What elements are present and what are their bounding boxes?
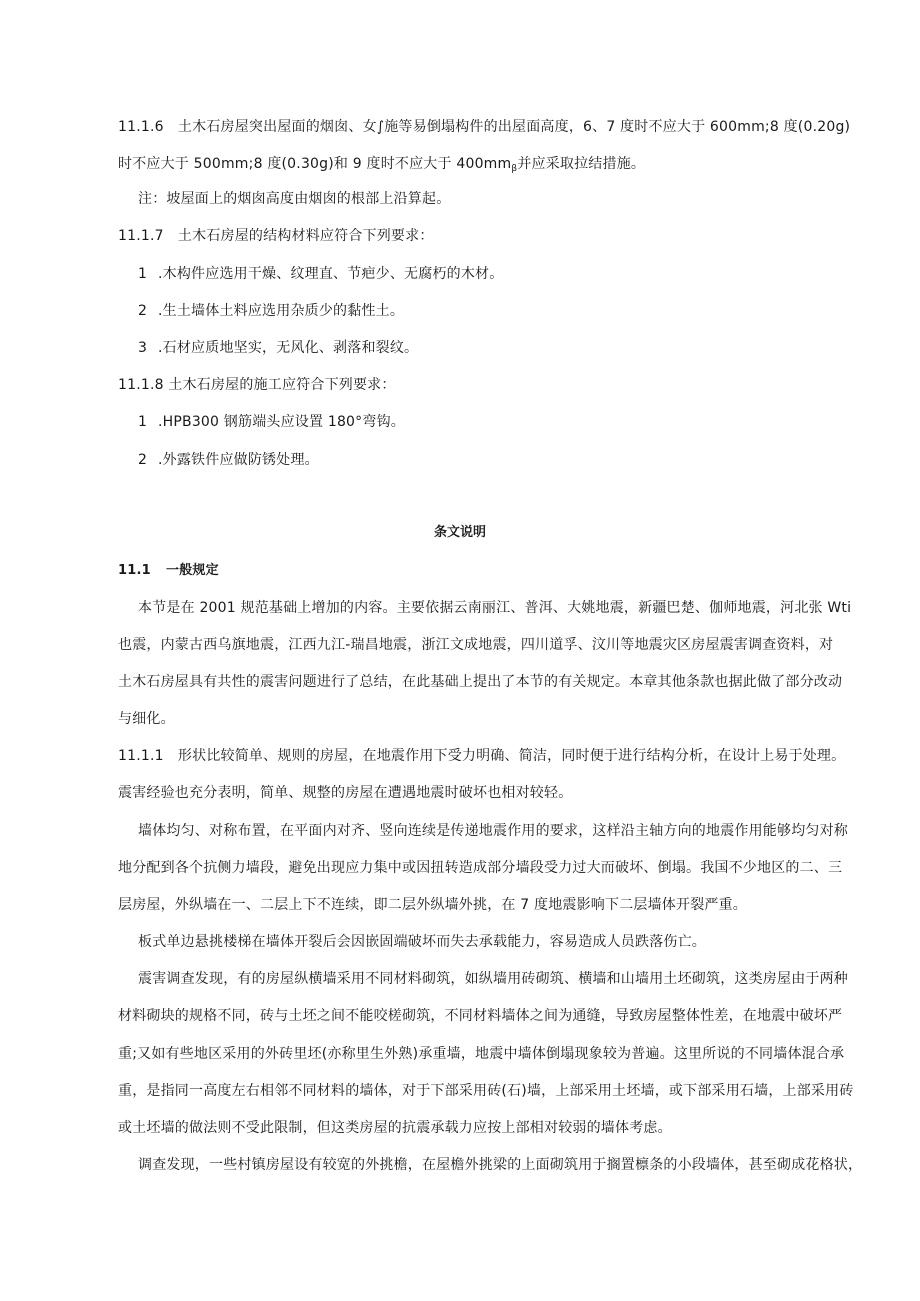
paragraph-line: 材料砌块的规格不同，砖与土坯之间不能咬槎砌筑，不同材料墙体之间为通缝，导致房屋整体性差，在地震中破坏严 bbox=[118, 1008, 843, 1024]
paragraph-line: 本节是在 2001 规范基础上增加的内容。主要依据云南丽江、普洱、大姚地震，新疆巴楚、伽师地震，河北张 Wti bbox=[138, 600, 852, 616]
list-number: 2 bbox=[138, 303, 148, 319]
paragraph-line: 层房屋，外纵墙在一、二层上下不连续，即二层外纵墙外挑，在 7 度地震影响下二层墙体开裂严重。 bbox=[118, 897, 748, 913]
list-number: 1 bbox=[138, 414, 148, 430]
clause-11-1-6-line-1: 11.1.6 土木石房屋突出屋面的烟囱、女∫施等易倒塌构件的出屋面高度，6、7 度时不应大于 600mm;8 度(0.20g) bbox=[118, 119, 851, 135]
explanation-heading: 条文说明 bbox=[433, 525, 486, 540]
list-item bbox=[138, 264, 503, 284]
list-item bbox=[138, 450, 319, 470]
clause-11-1-8-title: 11.1.8 土木石房屋的施工应符合下列要求： bbox=[118, 377, 396, 393]
clause-text: 并应采取拉结措施。 bbox=[517, 156, 646, 172]
section-number: 11.1 bbox=[118, 563, 151, 578]
list-number: 3 bbox=[138, 340, 148, 356]
clause-text: 时不应大于 500mm;8 度(0.30g)和 9 度时不应大于 400mm bbox=[118, 156, 512, 172]
list-number: 2 bbox=[138, 452, 148, 468]
paragraph-line: 重;又如有些地区采用的外砖里坯(亦称里生外熟)承重墙，地震中墙体倒塌现象较为普遍。这里所说的不同墙体混合承 bbox=[118, 1046, 845, 1062]
paragraph-line: 地分配到各个抗侧力墙段，避免出现应力集中或因扭转造成部分墙段受力过大而破坏、倒塌。我国不少地区的二、三 bbox=[118, 860, 843, 876]
section-11-1-heading bbox=[118, 561, 219, 581]
paragraph-line: 重，是指同一高度左右相邻不同材料的墙体，对于下部采用砖(石)墙，上部采用土坯墙，或下部采用石墙，上部采用砖 bbox=[118, 1083, 854, 1099]
section-title: 一般规定 bbox=[166, 563, 219, 578]
clause-11-1-7-title: 11.1.7 土木石房屋的结构材料应符合下列要求： bbox=[118, 228, 434, 244]
list-text: .外露铁件应做防锈处理。 bbox=[158, 452, 319, 468]
paragraph-line: 震害调查发现，有的房屋纵横墙采用不同材料砌筑，如纵墙用砖砌筑、横墙和山墙用土坯砌筑，这类房屋由于两种 bbox=[138, 971, 848, 987]
paragraph-line: 或土坯墙的做法则不受此限制，但这类房屋的抗震承载力应按上部相对较弱的墙体考虑。 bbox=[118, 1120, 672, 1136]
paragraph-line: 11.1.1 形状比较简单、规则的房屋，在地震作用下受力明确、简洁，同时便于进行结构分析，在设计上易于处理。 bbox=[118, 748, 846, 764]
list-text: .生土墙体土料应选用杂质少的黏性土。 bbox=[158, 303, 405, 319]
list-item bbox=[138, 301, 404, 321]
paragraph-line: 板式单边悬挑楼梯在墙体开裂后会因嵌固端破坏而失去承载能力，容易造成人员跌落伤亡。 bbox=[138, 934, 706, 950]
list-text: .HPB300 钢筋端头应设置 180°弯钩。 bbox=[158, 414, 405, 430]
paragraph-line: 调查发现，一些村镇房屋设有较宽的外挑檐，在屋檐外挑梁的上面砌筑用于搁置檩条的小段墙体，甚至砌成花格状， bbox=[138, 1157, 863, 1173]
list-text: .木构件应选用干燥、纹理直、节疤少、无腐朽的木材。 bbox=[158, 266, 504, 282]
list-item bbox=[138, 412, 405, 432]
paragraph-line: 也震，内蒙古西乌旗地震，江西九江-瑞昌地震，浙江文成地震，四川道孚、汶川等地震灾区房屋震害调查资料，对 bbox=[118, 637, 834, 653]
subscript-beta: β bbox=[511, 164, 518, 174]
list-text: .石材应质地坚实，无风化、剥落和裂纹。 bbox=[158, 340, 419, 356]
clause-11-1-6-line-2 bbox=[118, 154, 645, 179]
paragraph-line: 震害经验也充分表明，简单、规整的房屋在遭遇地震时破坏也相对较轻。 bbox=[118, 785, 573, 801]
list-item bbox=[138, 338, 418, 358]
paragraph-line: 与细化。 bbox=[118, 711, 175, 727]
list-number: 1 bbox=[138, 266, 148, 282]
paragraph-line: 墙体均匀、对称布置，在平面内对齐、竖向连续是传递地震作用的要求，这样沿主轴方向的地震作用能够均匀对称 bbox=[138, 823, 848, 839]
note: 注：坡屋面上的烟囱高度由烟囱的根部上沿算起。 bbox=[138, 191, 451, 207]
paragraph-line: 土木石房屋具有共性的震害问题进行了总结，在此基础上提出了本节的有关规定。本章其他条款也据此做了部分改动 bbox=[118, 674, 843, 690]
